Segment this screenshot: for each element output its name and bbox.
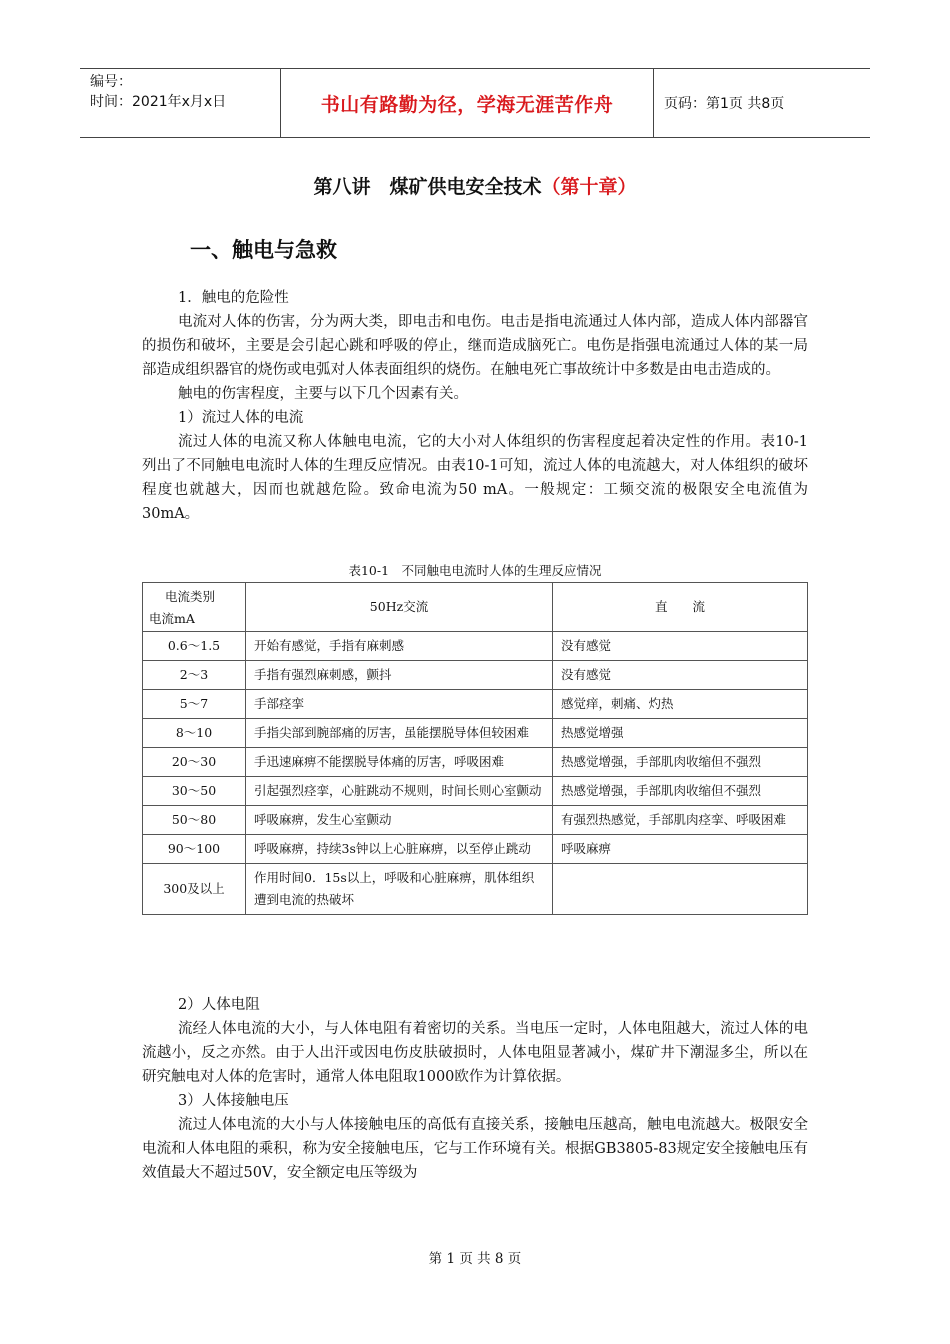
header-motto: 书山有路勤为径，学海无涯苦作舟 (320, 93, 614, 116)
current-cell: 20～30 (143, 748, 246, 777)
dc-cell: 没有感觉 (553, 661, 808, 690)
subheading-resistance: 2）人体电阻 (178, 997, 260, 1013)
paragraph-harm-types: 电流对人体的伤害，分为两大类，即电击和电伤。电击是指电流通过人体内部，造成人体内部器官的损伤和破坏，主要是会引起心跳和呼吸的停止，继而造成脑死亡。电伤是指强电流通过人体的某一局部造成组织器官的烧伤或电弧对人体表面组织的烧伤。在触电死亡事故统计中多数是由电击造成的。 (142, 314, 808, 378)
table-row (143, 806, 808, 835)
header-motto-cell (281, 69, 654, 137)
lecture-title-chapter: （第十章） (541, 176, 637, 198)
lecture-title (0, 172, 950, 199)
table-row (143, 719, 808, 748)
paragraph-current: 流过人体的电流又称人体触电电流，它的大小对人体组织的伤害程度起着决定性的作用。表10-1 列出了不同触电电流时人体的生理反应情况。由表10-1可知，流过人体的电流越大，对人体组织的破坏程度也就越大，因而也就越危险。致命电流为50 mA。一般规定：工频交流的极限安全电流值为30mA。 (142, 434, 808, 522)
table-row (143, 690, 808, 719)
page-header (80, 68, 870, 138)
header-type-label: 电流类别 (165, 589, 216, 604)
dc-cell: 热感觉增强 (553, 719, 808, 748)
paragraph-voltage: 流过人体电流的大小与人体接触电压的高低有直接关系，接触电压越高，触电电流越大。极限安全电流和人体电阻的乘积，称为安全接触电压，它与工作环境有关。根据GB3805-83规定安全接触电压有效值最大不超过50V，安全额定电压等级为 (142, 1117, 808, 1181)
ac-cell: 手指尖部到腕部痛的厉害，虽能摆脱导体但较困难 (246, 719, 553, 748)
current-cell: 50～80 (143, 806, 246, 835)
current-cell: 0.6～1.5 (143, 632, 246, 661)
header-dc-cell: 直 流 (553, 583, 808, 632)
ac-cell: 引起强烈痉挛，心脏跳动不规则，时间长则心室颤动 (246, 777, 553, 806)
subheading-current: 1）流过人体的电流 (178, 410, 304, 426)
table-row (143, 632, 808, 661)
document-number-label: 编号： (90, 74, 132, 90)
paragraph-factors: 触电的伤害程度，主要与以下几个因素有关。 (178, 386, 468, 402)
table-caption: 表10-1 不同触电电流时人体的生理反应情况 (348, 563, 602, 578)
dc-cell: 热感觉增强，手部肌肉收缩但不强烈 (553, 748, 808, 777)
header-ac-cell: 50Hz交流 (246, 583, 553, 632)
dc-cell: 感觉痒，刺痛、灼热 (553, 690, 808, 719)
ac-cell: 手部痉挛 (246, 690, 553, 719)
ac-cell: 开始有感觉，手指有麻刺感 (246, 632, 553, 661)
section-heading: 一、触电与急救 (190, 238, 337, 262)
current-cell: 300及以上 (143, 864, 246, 915)
page-footer: 第 1 页 共 8 页 (428, 1251, 522, 1267)
dc-cell: 呼吸麻痹 (553, 835, 808, 864)
section-2-body (142, 993, 808, 1185)
ac-cell: 呼吸麻痹，发生心室颤动 (246, 806, 553, 835)
subheading-danger: 1．触电的危险性 (178, 290, 289, 306)
current-cell: 90～100 (143, 835, 246, 864)
section-1-body (142, 286, 808, 526)
ac-cell: 手指有强烈麻刺感，颤抖 (246, 661, 553, 690)
current-cell: 8～10 (143, 719, 246, 748)
ac-cell: 手迅速麻痹不能摆脱导体痛的厉害，呼吸困难 (246, 748, 553, 777)
paragraph-resistance: 流经人体电流的大小，与人体电阻有着密切的关系。当电压一定时，人体电阻越大，流过人体的电流越小，反之亦然。由于人出汗或因电伤皮肤破损时，人体电阻显著减小，煤矿井下潮湿多尘，所以在研究触电对人体的危害时，通常人体电阻取1000欧作为计算依据。 (142, 1021, 808, 1085)
dc-cell: 没有感觉 (553, 632, 808, 661)
reaction-table (142, 582, 808, 915)
ac-cell: 呼吸麻痹，持续3s钟以上心脏麻痹，以至停止跳动 (246, 835, 553, 864)
dc-cell: 热感觉增强，手部肌肉收缩但不强烈 (553, 777, 808, 806)
table-header-row (143, 583, 808, 632)
current-cell: 30～50 (143, 777, 246, 806)
table-row (143, 864, 808, 915)
subheading-voltage: 3）人体接触电压 (178, 1093, 289, 1109)
table-row (143, 777, 808, 806)
header-page-code: 页码：第1页 共8页 (664, 96, 785, 112)
header-page-cell (654, 69, 870, 137)
document-time-label: 时间：2021年x月x日 (90, 94, 227, 110)
header-current-cell (143, 583, 246, 632)
dc-cell (553, 864, 808, 915)
ac-cell: 作用时间0．15s以上，呼吸和心脏麻痹，肌体组织遭到电流的热破坏 (246, 864, 553, 915)
table-row (143, 748, 808, 777)
current-cell: 5～7 (143, 690, 246, 719)
lecture-title-main: 第八讲 煤矿供电安全技术 (313, 176, 542, 198)
table-row (143, 661, 808, 690)
dc-cell: 有强烈热感觉，手部肌肉痉挛、呼吸困难 (553, 806, 808, 835)
current-cell: 2～3 (143, 661, 246, 690)
header-unit-label: 电流mA (149, 611, 195, 626)
header-meta-cell (80, 69, 281, 137)
table-row (143, 835, 808, 864)
